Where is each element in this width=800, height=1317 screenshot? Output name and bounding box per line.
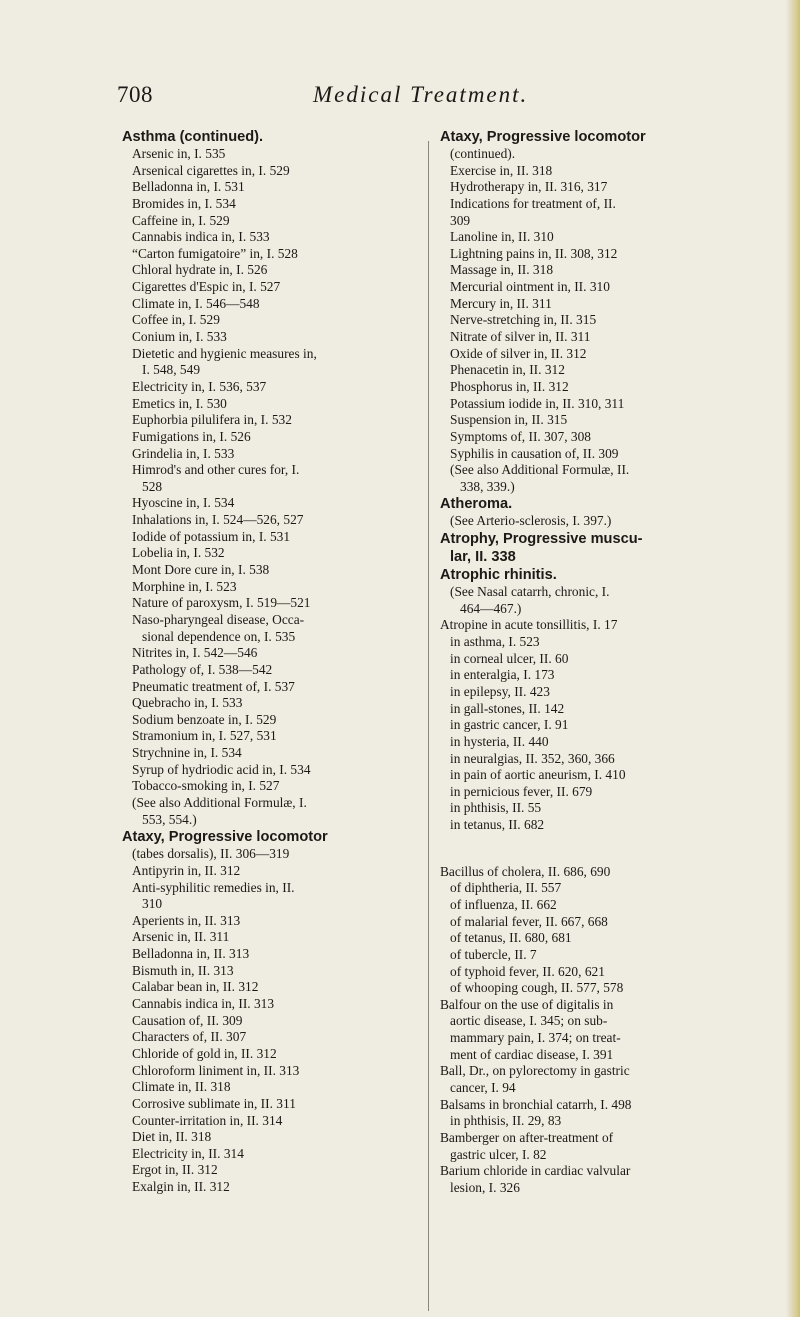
index-entry: Causation of, II. 309 — [132, 1012, 243, 1028]
index-heading: Atheroma. — [440, 496, 513, 513]
index-entry: Quebracho in, I. 533 — [132, 695, 243, 711]
index-entry: mammary pain, I. 374; on treat- — [450, 1030, 621, 1046]
index-entry: 309 — [450, 212, 471, 228]
index-entry: in enteralgia, I. 173 — [450, 667, 555, 683]
index-entry: Exercise in, II. 318 — [450, 162, 553, 178]
index-entry: in corneal ulcer, II. 60 — [450, 650, 569, 666]
index-entry: ment of cardiac disease, I. 391 — [450, 1046, 614, 1062]
index-entry: 338, 339.) — [460, 478, 515, 494]
index-entry: Atropine in acute tonsillitis, I. 17 — [440, 617, 618, 633]
index-entry: Syrup of hydriodic acid in, I. 534 — [132, 761, 311, 777]
index-entry: Cannabis indica in, II. 313 — [132, 996, 275, 1012]
index-entry: Suspension in, II. 315 — [450, 412, 568, 428]
index-entry: of typhoid fever, II. 620, 621 — [450, 963, 605, 979]
index-entry: Characters of, II. 307 — [132, 1029, 247, 1045]
index-entry: Barium chloride in cardiac valvular — [440, 1163, 631, 1179]
index-entry: in asthma, I. 523 — [450, 634, 540, 650]
index-entry: aortic disease, I. 345; on sub- — [450, 1013, 608, 1029]
index-entry: in gall-stones, II. 142 — [450, 700, 565, 716]
index-entry: Mercurial ointment in, II. 310 — [450, 279, 610, 295]
index-entry: Syphilis in causation of, II. 309 — [450, 445, 619, 461]
index-entry: Antipyrin in, II. 312 — [132, 862, 241, 878]
index-entry: Emetics in, I. 530 — [132, 395, 227, 411]
index-entry: (See also Additional Formulæ, II. — [450, 462, 630, 478]
index-entry: Balfour on the use of digitalis in — [440, 996, 614, 1012]
index-entry: Pathology of, I. 538—542 — [132, 661, 273, 677]
index-heading: Atrophic rhinitis. — [440, 567, 557, 584]
index-entry: Indications for treatment of, II. — [450, 195, 616, 211]
index-entry: Ball, Dr., on pylorectomy in gastric — [440, 1063, 630, 1079]
index-entry: Inhalations in, I. 524—526, 527 — [132, 512, 304, 528]
index-entry: Hydrotherapy in, II. 316, 317 — [450, 179, 608, 195]
index-entry: I. 548, 549 — [142, 362, 201, 378]
index-entry: in phthisis, II. 29, 83 — [450, 1113, 562, 1129]
index-entry: Electricity in, I. 536, 537 — [132, 378, 267, 394]
index-entry: Phenacetin in, II. 312 — [450, 362, 565, 378]
index-entry: in tetanus, II. 682 — [450, 817, 545, 833]
index-entry: Cigarettes d'Espic in, I. 527 — [132, 279, 281, 295]
index-entry: 310 — [142, 896, 163, 912]
index-entry: (continued). — [450, 146, 516, 161]
index-entry: Climate in, II. 318 — [132, 1079, 231, 1095]
index-entry: Aperients in, II. 313 — [132, 912, 241, 928]
index-entry: Nitrites in, I. 542—546 — [132, 645, 258, 661]
index-entry: Caffeine in, I. 529 — [132, 212, 230, 228]
index-entry: of tubercle, II. 7 — [450, 946, 537, 962]
index-entry: Balsams in bronchial catarrh, I. 498 — [440, 1096, 632, 1112]
index-entry: Symptoms of, II. 307, 308 — [450, 428, 591, 444]
index-entry: Stramonium in, I. 527, 531 — [132, 728, 277, 744]
index-heading: Ataxy, Progressive locomotor — [122, 829, 328, 846]
index-entry: (See Nasal catarrh, chronic, I. — [450, 584, 610, 600]
index-entry: 553, 554.) — [142, 811, 197, 827]
index-heading: Ataxy, Progressive locomotor — [440, 129, 646, 145]
index-entry: in pain of aortic aneurism, I. 410 — [450, 767, 626, 783]
index-column-left — [122, 128, 422, 1196]
index-entry: in phthisis, II. 55 — [450, 800, 542, 816]
index-entry: Potassium iodide in, II. 310, 311 — [450, 395, 625, 411]
index-entry: (See also Additional Formulæ, I. — [132, 794, 307, 810]
index-entry: Nature of paroxysm, I. 519—521 — [132, 595, 311, 611]
index-entry: lesion, I. 326 — [450, 1179, 520, 1195]
index-entry: Coffee in, I. 529 — [132, 312, 220, 328]
index-column-right — [440, 128, 760, 1197]
index-entry: Exalgin in, II. 312 — [132, 1179, 230, 1195]
column-divider — [428, 141, 429, 1311]
index-entry: gastric ulcer, I. 82 — [450, 1146, 547, 1162]
index-entry: Dietetic and hygienic measures in, — [132, 345, 317, 361]
index-entry: Grindelia in, I. 533 — [132, 445, 235, 461]
index-entry: sional dependence on, I. 535 — [142, 628, 296, 644]
index-entry: Chloral hydrate in, I. 526 — [132, 262, 268, 278]
index-entry: Chloroform liniment in, II. 313 — [132, 1062, 300, 1078]
index-entry: Bromides in, I. 534 — [132, 195, 236, 211]
index-entry: Conium in, I. 533 — [132, 329, 227, 345]
index-entry: Arsenic in, I. 535 — [132, 146, 226, 161]
index-entry: cancer, I. 94 — [450, 1080, 516, 1096]
index-entry: Ergot in, II. 312 — [132, 1162, 218, 1178]
index-entry: Bamberger on after-treatment of — [440, 1129, 614, 1145]
running-title: Medical Treatment. — [313, 82, 529, 107]
index-entry: Lightning pains in, II. 308, 312 — [450, 245, 618, 261]
index-entry: Tobacco-smoking in, I. 527 — [132, 778, 280, 794]
index-entry: Mercury in, II. 311 — [450, 295, 552, 311]
index-entry: Bismuth in, II. 313 — [132, 962, 234, 978]
index-entry: Chloride of gold in, II. 312 — [132, 1045, 277, 1061]
index-entry: Lobelia in, I. 532 — [132, 545, 225, 561]
index-entry: Arsenical cigarettes in, I. 529 — [132, 162, 290, 178]
index-entry: in gastric cancer, I. 91 — [450, 717, 569, 733]
index-entry: Mont Dore cure in, I. 538 — [132, 562, 270, 578]
index-entry: (See Arterio-sclerosis, I. 397.) — [450, 513, 612, 529]
index-entry: Iodide of potassium in, I. 531 — [132, 528, 291, 544]
index-entry: Nitrate of silver in, II. 311 — [450, 329, 591, 345]
index-entry: Counter-irritation in, II. 314 — [132, 1112, 283, 1128]
index-entry: in hysteria, II. 440 — [450, 733, 549, 749]
index-entry: Electricity in, II. 314 — [132, 1145, 244, 1161]
index-entry: in epilepsy, II. 423 — [450, 683, 550, 699]
index-entry: Phosphorus in, II. 312 — [450, 378, 569, 394]
page-edge — [786, 0, 800, 1317]
index-entry: Fumigations in, I. 526 — [132, 428, 251, 444]
index-entry: Himrod's and other cures for, I. — [132, 462, 300, 478]
index-entry: Belladonna in, I. 531 — [132, 179, 245, 195]
index-entry: Diet in, II. 318 — [132, 1129, 212, 1145]
index-entry: Cannabis indica in, I. 533 — [132, 229, 270, 245]
index-heading: lar, II. 338 — [450, 549, 516, 566]
index-entry: Euphorbia pilulifera in, I. 532 — [132, 412, 292, 428]
index-entry: Naso-pharyngeal disease, Occa- — [132, 611, 305, 627]
page-header — [0, 82, 800, 112]
index-entry: of whooping cough, II. 577, 578 — [450, 980, 624, 996]
index-entry: of tetanus, II. 680, 681 — [450, 930, 572, 946]
index-entry: of malarial fever, II. 667, 668 — [450, 913, 608, 929]
index-entry: Hyoscine in, I. 534 — [132, 495, 235, 511]
index-entry: Pneumatic treatment of, I. 537 — [132, 678, 295, 694]
index-entry: Sodium benzoate in, I. 529 — [132, 711, 277, 727]
index-entry: (tabes dorsalis), II. 306—319 — [132, 846, 290, 862]
page-number: 708 — [117, 82, 153, 107]
index-entry: 528 — [142, 478, 163, 494]
index-entry: of influenza, II. 662 — [450, 896, 557, 912]
index-entry: in pernicious fever, II. 679 — [450, 783, 593, 799]
index-entry: Lanoline in, II. 310 — [450, 229, 554, 245]
index-entry: Anti-syphilitic remedies in, II. — [132, 879, 295, 895]
index-entry: Arsenic in, II. 311 — [132, 929, 230, 945]
index-entry: 464—467.) — [460, 600, 522, 616]
index-entry: “Carton fumigatoire” in, I. 528 — [132, 245, 298, 261]
index-entry: of diphtheria, II. 557 — [450, 880, 562, 896]
index-entry: Climate in, I. 546—548 — [132, 295, 260, 311]
index-entry: Nerve-stretching in, II. 315 — [450, 312, 597, 328]
index-heading: Asthma (continued). — [122, 129, 264, 145]
index-entry: Bacillus of cholera, II. 686, 690 — [440, 863, 611, 879]
index-entry: Morphine in, I. 523 — [132, 578, 237, 594]
index-entry — [440, 834, 760, 864]
index-entry: Massage in, II. 318 — [450, 262, 554, 278]
index-entry: Belladonna in, II. 313 — [132, 946, 250, 962]
index-entry: Strychnine in, I. 534 — [132, 745, 242, 761]
index-entry: Oxide of silver in, II. 312 — [450, 345, 587, 361]
index-entry: in neuralgias, II. 352, 360, 366 — [450, 750, 615, 766]
index-entry: Calabar bean in, II. 312 — [132, 979, 259, 995]
index-heading: Atrophy, Progressive muscu- — [440, 531, 643, 548]
index-entry: Corrosive sublimate in, II. 311 — [132, 1095, 296, 1111]
